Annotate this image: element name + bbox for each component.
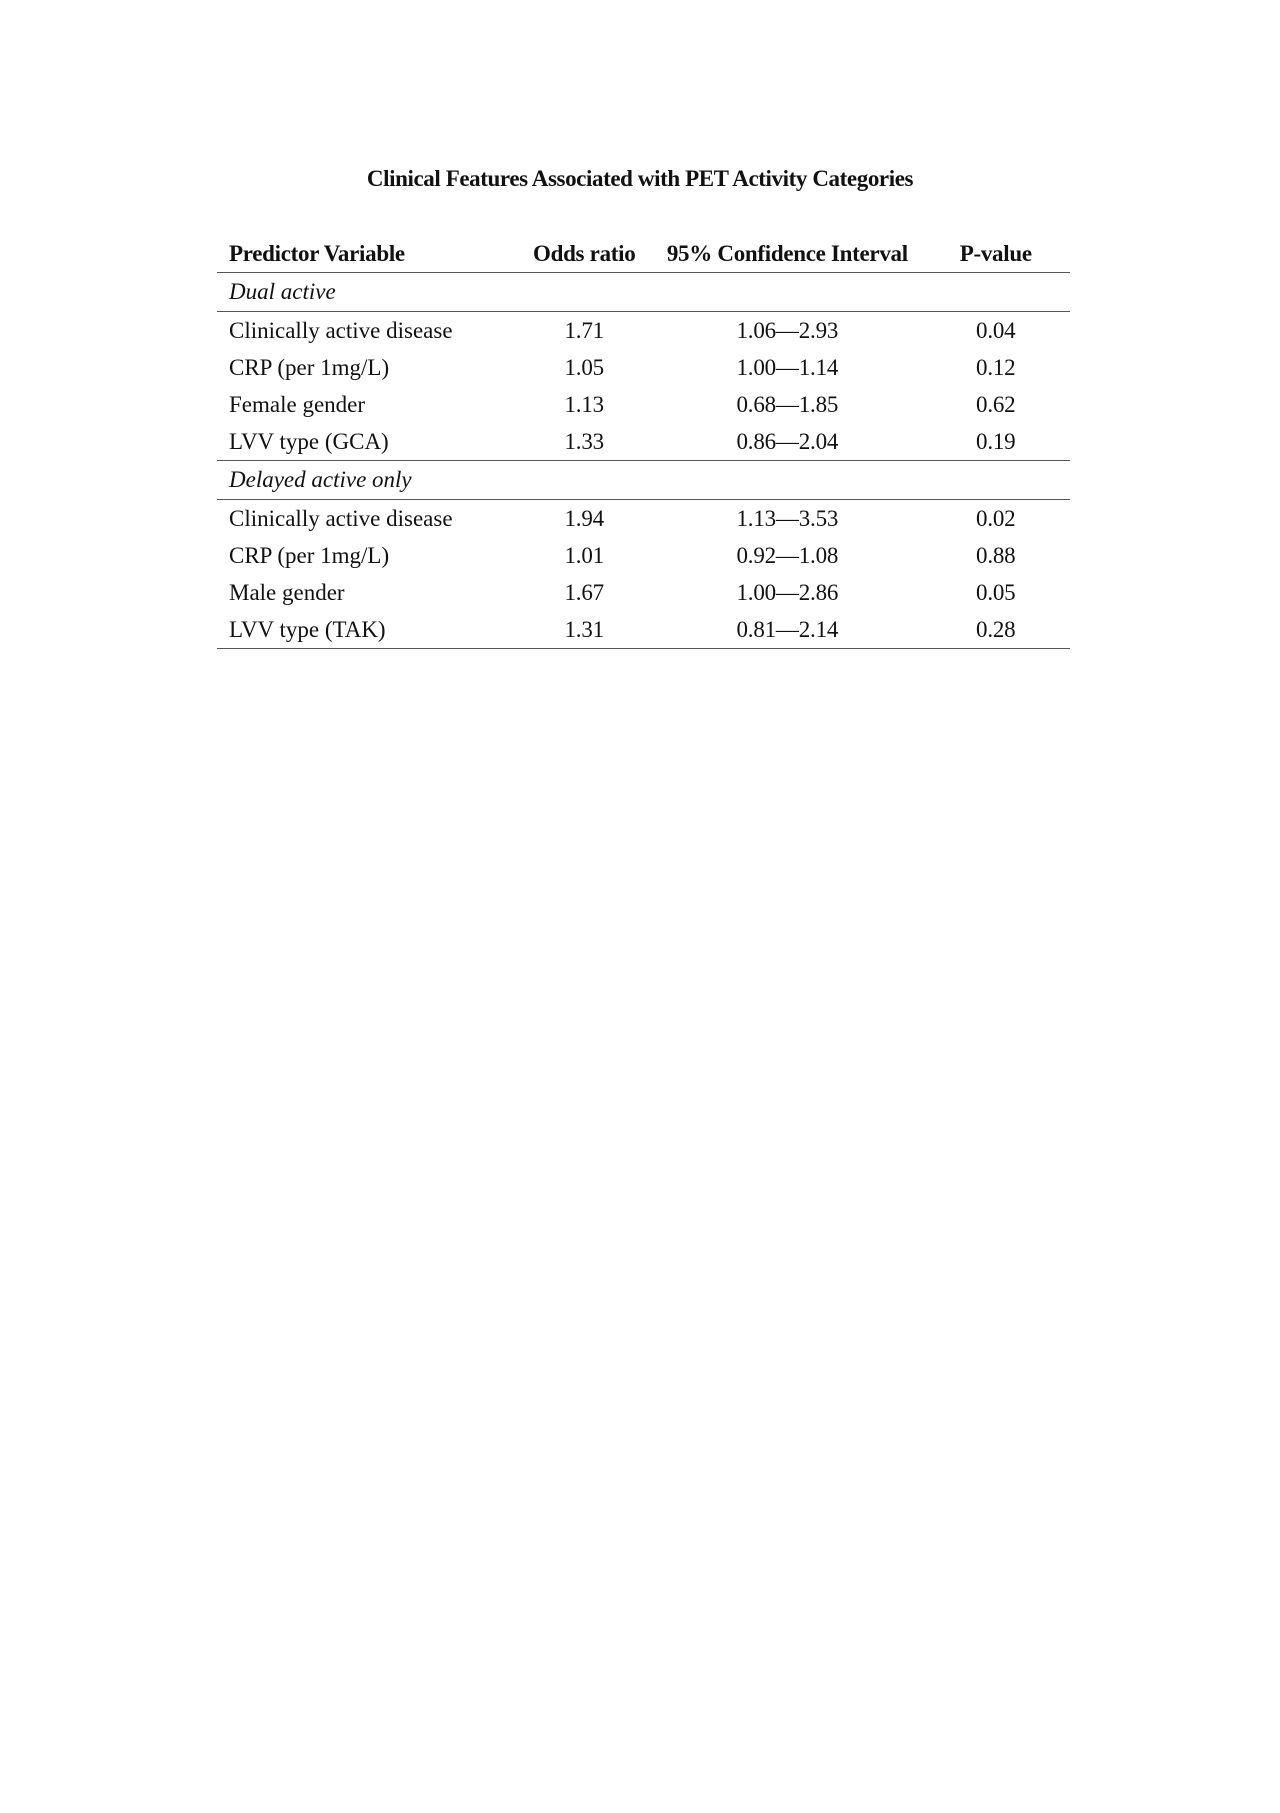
cell-variable: LVV type (TAK) [217, 611, 515, 649]
table-row [217, 537, 1070, 574]
table-row [217, 423, 1070, 461]
cell-variable: CRP (per 1mg/L) [229, 542, 390, 568]
cell-p-value: 0.04 [976, 317, 1016, 343]
cell-p-value: 0.88 [976, 542, 1016, 568]
cell-variable: Male gender [229, 579, 345, 605]
section-row-delayed-active-only [217, 461, 1070, 500]
section-row-dual-active [217, 273, 1070, 312]
cell-confidence-interval: 0.81—2.14 [653, 611, 921, 649]
cell-variable: Female gender [229, 391, 366, 417]
table-row [217, 500, 1070, 538]
table-row [217, 312, 1070, 350]
cell-confidence-interval: 1.00—2.86 [736, 579, 839, 605]
cell-odds-ratio: 1.94 [564, 505, 604, 531]
table-row [217, 349, 1070, 386]
cell-p-value: 0.12 [976, 354, 1016, 380]
cell-p-value: 0.02 [976, 505, 1016, 531]
cell-odds-ratio: 1.13 [564, 391, 604, 417]
cell-confidence-interval: 0.92—1.08 [736, 542, 839, 568]
section-label: Dual active [217, 273, 1070, 312]
cell-confidence-interval: 1.13—3.53 [736, 505, 839, 531]
cell-odds-ratio: 1.31 [515, 611, 653, 649]
section-label: Delayed active only [217, 461, 1070, 500]
table-title: Clinical Features Associated with PET Activity Categories [366, 166, 914, 191]
results-table [217, 236, 1070, 649]
cell-odds-ratio: 1.01 [564, 542, 604, 568]
cell-odds-ratio: 1.67 [564, 579, 604, 605]
cell-variable: Clinically active disease [229, 505, 453, 531]
cell-odds-ratio: 1.33 [564, 428, 604, 454]
header-predictor-variable: Predictor Variable [217, 236, 515, 273]
cell-p-value: 0.28 [922, 611, 1070, 649]
cell-odds-ratio: 1.05 [564, 354, 604, 380]
cell-variable: Clinically active disease [229, 317, 453, 343]
cell-p-value: 0.19 [976, 428, 1016, 454]
table-row [217, 611, 1070, 649]
cell-confidence-interval: 0.86—2.04 [736, 428, 839, 454]
cell-confidence-interval: 1.06—2.93 [736, 317, 839, 343]
header-confidence-interval: 95% Confidence Interval [653, 236, 921, 273]
table-row [217, 386, 1070, 423]
header-p-value: P-value [922, 236, 1070, 273]
cell-variable: LVV type (GCA) [229, 428, 389, 454]
cell-odds-ratio: 1.71 [564, 317, 604, 343]
header-odds-ratio: Odds ratio [515, 236, 653, 273]
table-row [217, 574, 1070, 611]
cell-p-value: 0.62 [976, 391, 1016, 417]
cell-variable: CRP (per 1mg/L) [229, 354, 390, 380]
cell-p-value: 0.05 [976, 579, 1016, 605]
table-header-row [217, 236, 1070, 273]
cell-confidence-interval: 0.68—1.85 [736, 391, 839, 417]
cell-confidence-interval: 1.00—1.14 [736, 354, 839, 380]
